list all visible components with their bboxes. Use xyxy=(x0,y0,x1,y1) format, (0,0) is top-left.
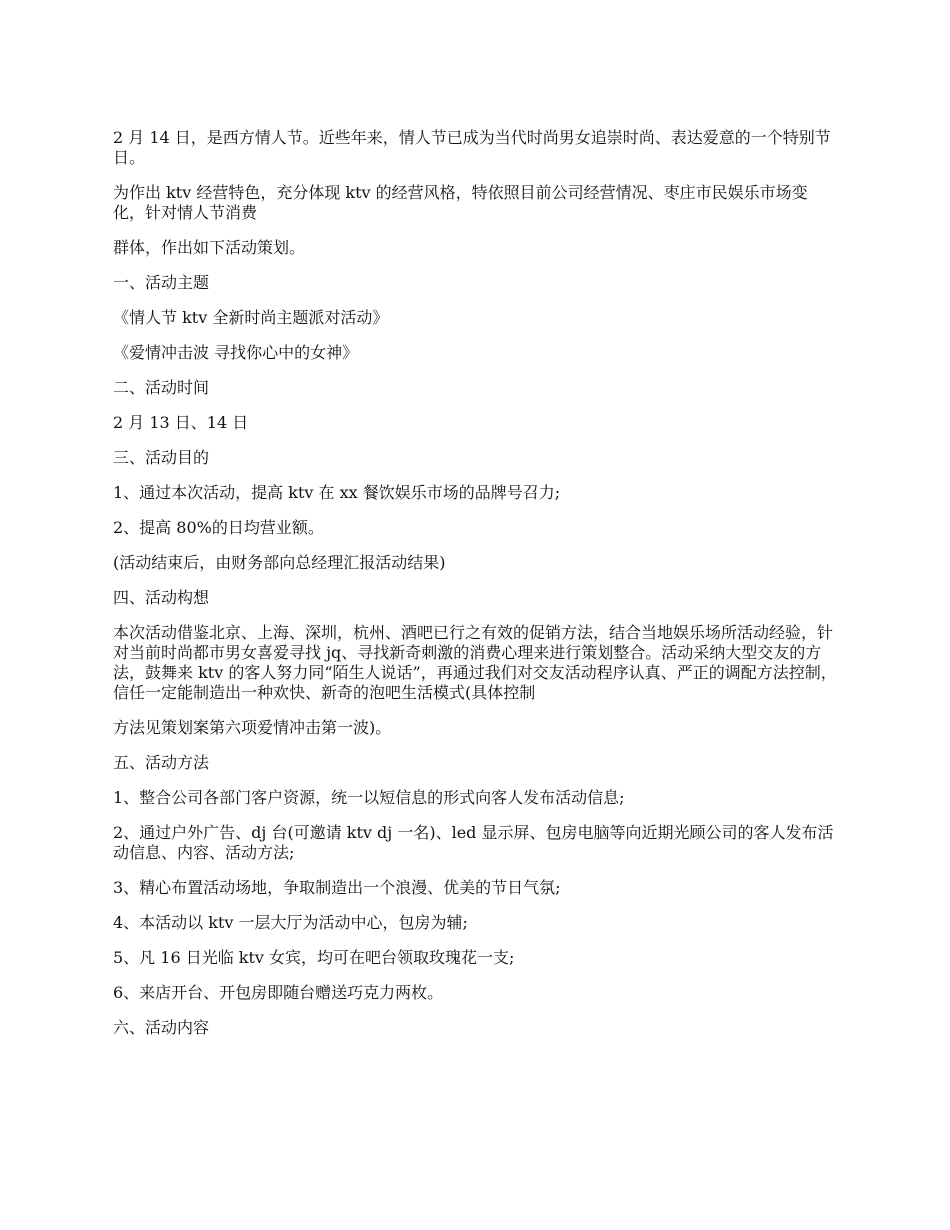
section-heading-concept: 四、活动构想 xyxy=(113,588,210,607)
method-item-2: 2、通过户外广告、dj 台(可邀请 ktv dj 一名)、led 显示屏、包房电脑等向近期光顾公司的客人发布活动信息、内容、活动方法; xyxy=(113,823,834,862)
method-item-1: 1、整合公司各部门客户资源，统一以短信息的形式向客人发布活动信息; xyxy=(113,788,625,807)
method-item-6: 6、来店开台、开包房即随台赠送巧克力两枚。 xyxy=(113,983,444,1002)
goal-item-1: 1、通过本次活动，提高 ktv 在 xx 餐饮娱乐市场的品牌号召力; xyxy=(113,483,561,502)
theme-title-1: 《情人节 ktv 全新时尚主题派对活动》 xyxy=(113,308,389,327)
theme-title-2: 《爱情冲击波 寻找你心中的女神》 xyxy=(113,343,359,362)
section-heading-time: 二、活动时间 xyxy=(113,378,210,397)
concept-paragraph-continued: 方法见策划案第六项爱情冲击第一波)。 xyxy=(113,718,392,737)
event-dates: 2 月 13 日、14 日 xyxy=(113,413,249,432)
section-heading-theme: 一、活动主题 xyxy=(113,273,210,292)
method-item-4: 4、本活动以 ktv 一层大厅为活动中心，包房为辅; xyxy=(113,913,468,932)
section-heading-methods: 五、活动方法 xyxy=(113,753,210,772)
method-item-5: 5、凡 16 日光临 ktv 女宾，均可在吧台领取玫瑰花一支; xyxy=(113,948,515,967)
concept-paragraph: 本次活动借鉴北京、上海、深圳，杭州、酒吧已行之有效的促销方法，结合当地娱乐场所活动经验，针对当前时尚都市男女喜爱寻找 jq、寻找新奇刺激的消费心理来进行策划整合。活动采纳大型交友的方法，鼓舞来 ktv 的客人努力同“陌生人说话”，再通过我们对交友活动程序认真、严正的调配方法控制，信任一定能制造出一种欢快、新奇的泡吧生活模式(具体控制 xyxy=(113,623,837,702)
section-heading-content: 六、活动内容 xyxy=(113,1018,210,1037)
purpose-paragraph: 为作出 ktv 经营特色，充分体现 ktv 的经营风格，特依照目前公司经营情况、枣庄市民娱乐市场变化，针对情人节消费 xyxy=(113,183,808,222)
section-heading-goals: 三、活动目的 xyxy=(113,448,210,467)
goal-item-2: 2、提高 80%的日均营业额。 xyxy=(113,518,324,537)
intro-paragraph: 2 月 14 日，是西方情人节。近些年来，情人节已成为当代时尚男女追崇时尚、表达爱意的一个特别节日。 xyxy=(113,128,831,167)
goal-note: (活动结束后，由财务部向总经理汇报活动结果) xyxy=(113,553,446,572)
purpose-paragraph-continued: 群体，作出如下活动策划。 xyxy=(113,238,306,257)
document-page xyxy=(113,128,838,1053)
method-item-3: 3、精心布置活动场地，争取制造出一个浪漫、优美的节日气氛; xyxy=(113,878,561,897)
